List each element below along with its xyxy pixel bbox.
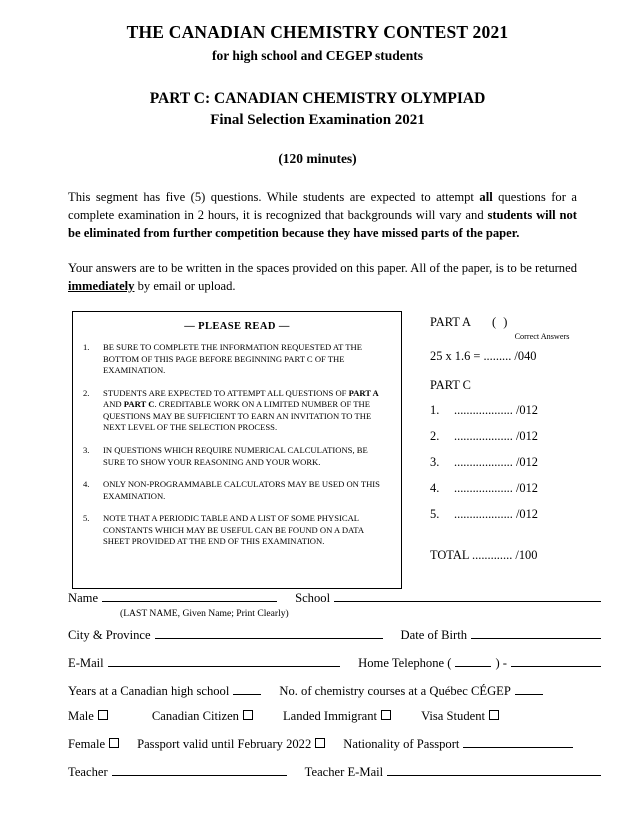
part-a-score-blank[interactable]: ( ) xyxy=(492,315,510,330)
name-caption: (LAST NAME, Given Name; Print Clearly) xyxy=(120,608,289,619)
visa-student-label: Visa Student xyxy=(421,709,486,723)
correct-answers-caption: Correct Answers xyxy=(514,332,570,342)
status-row-male xyxy=(0,709,635,724)
male-checkbox[interactable] xyxy=(98,710,108,720)
please-read-item-number: 1. xyxy=(83,342,90,353)
please-read-box xyxy=(72,311,402,589)
name-input[interactable] xyxy=(102,588,277,602)
question-number: 2. xyxy=(430,429,440,444)
title-block xyxy=(0,22,635,167)
exam-cover-page xyxy=(0,22,635,822)
please-read-item-number: 2. xyxy=(83,387,90,398)
teacher-label: Teacher xyxy=(68,765,108,779)
visa-student-checkbox[interactable] xyxy=(489,710,499,720)
date-of-birth-input[interactable] xyxy=(471,625,601,639)
intro-paragraph-1 xyxy=(68,189,577,243)
question-score-row[interactable] xyxy=(430,403,620,418)
teacher-row xyxy=(0,762,635,780)
date-of-birth-label: Date of Birth xyxy=(400,628,467,642)
teacher-email-input[interactable] xyxy=(387,762,601,776)
years-high-school-label: Years at a Canadian high school xyxy=(68,684,230,698)
question-number: 5. xyxy=(430,507,440,522)
phone-number-input[interactable] xyxy=(511,653,601,667)
part-title: PART C: CANADIAN CHEMISTRY OLYMPIAD xyxy=(149,90,486,107)
question-score-blank[interactable]: ................... /012 xyxy=(454,481,538,496)
please-read-item-text: STUDENTS ARE EXPECTED TO ATTEMPT ALL QUESTIONS OF PART A AND PART C. CREDITABLE WORK ON A LIMITED NUMBER OF THE QUESTIONS MAY BE SUFFICIENT TO EARN AN INVITATION TO THE NEXT LEVEL OF THE SELECTION PROCESS. xyxy=(103,387,379,433)
status-row-female xyxy=(0,734,635,752)
please-read-item-text: ONLY NON-PROGRAMMABLE CALCULATORS MAY BE USED ON THIS EXAMINATION. xyxy=(103,479,380,501)
question-number: 1. xyxy=(430,403,440,418)
nationality-input[interactable] xyxy=(463,734,573,748)
intro-paragraph-2 xyxy=(68,260,577,296)
part-c-label: PART C xyxy=(430,378,471,393)
intro-p1-c: questions for a complete examination in 2 hours, it is recognized that backgrounds will vary and xyxy=(68,190,577,222)
part-a-row xyxy=(430,315,620,330)
home-telephone-label: Home Telephone ( xyxy=(358,656,452,670)
phone-area-code-input[interactable] xyxy=(455,653,491,667)
part-a-label: PART A xyxy=(430,315,471,330)
please-read-title: — PLEASE READ — xyxy=(184,321,290,333)
canadian-citizen-label: Canadian Citizen xyxy=(151,709,239,723)
please-read-item xyxy=(83,513,391,548)
please-read-item xyxy=(83,479,391,502)
please-read-item xyxy=(83,445,391,468)
nationality-label: Nationality of Passport xyxy=(343,737,460,751)
please-read-list xyxy=(83,342,391,547)
middle-area xyxy=(0,311,635,593)
question-score-row[interactable] xyxy=(430,481,620,496)
school-label: School xyxy=(295,591,331,605)
email-phone-row xyxy=(0,653,635,671)
question-number: 3. xyxy=(430,455,440,470)
landed-immigrant-label: Landed Immigrant xyxy=(282,709,378,723)
email-label: E-Mail xyxy=(68,656,104,670)
city-dob-row xyxy=(0,625,635,643)
name-school-row xyxy=(0,588,635,606)
please-read-item-text: IN QUESTIONS WHICH REQUIRE NUMERICAL CALCULATIONS, BE SURE TO SHOW YOUR REASONING AND YOUR WORK. xyxy=(103,444,368,467)
contest-subtitle: for high school and CEGEP students xyxy=(212,48,423,63)
city-province-label: City & Province xyxy=(68,628,151,642)
female-checkbox[interactable] xyxy=(109,738,119,748)
total-score-row[interactable]: TOTAL ............. /100 xyxy=(430,548,538,563)
male-label: Male xyxy=(68,709,94,723)
intro-p2-c: by email or upload. xyxy=(134,278,236,293)
phone-separator: ) - xyxy=(495,656,507,670)
years-courses-row xyxy=(0,681,635,699)
please-read-item-number: 3. xyxy=(83,444,90,455)
question-score-blank[interactable]: ................... /012 xyxy=(454,429,538,444)
question-score-row[interactable] xyxy=(430,429,620,444)
email-input[interactable] xyxy=(108,653,340,667)
please-read-item-text: NOTE THAT A PERIODIC TABLE AND A LIST OF SOME PHYSICAL CONSTANTS WHICH MAY BE USEFUL CAN BE FOUND ON A DATA SHEET PROVIDED AT THE END OF THIS EXAMINATION. xyxy=(103,513,364,547)
please-read-item xyxy=(83,342,391,377)
canadian-citizen-checkbox[interactable] xyxy=(243,710,253,720)
passport-valid-label: Passport valid until February 2022 xyxy=(137,737,312,751)
question-score-row[interactable] xyxy=(430,455,620,470)
city-province-input[interactable] xyxy=(155,625,383,639)
intro-p2-a: Your answers are to be written in the spaces provided on this paper. All of the paper, is to be returned xyxy=(68,260,577,275)
question-number: 4. xyxy=(430,481,440,496)
school-input[interactable] xyxy=(334,588,601,602)
please-read-item-number: 5. xyxy=(83,513,90,524)
part-a-calculation[interactable]: 25 x 1.6 = ......... /040 xyxy=(430,349,537,364)
please-read-item xyxy=(83,388,391,434)
intro-p1-bold-tail: students will not be eliminated from further competition because they have missed parts of the paper. xyxy=(68,207,577,240)
years-high-school-input[interactable] xyxy=(233,681,261,695)
teacher-input[interactable] xyxy=(112,762,287,776)
question-score-blank[interactable]: ................... /012 xyxy=(454,403,538,418)
cegep-courses-input[interactable] xyxy=(515,681,543,695)
question-score-blank[interactable]: ................... /012 xyxy=(454,507,538,522)
please-read-item-text: BE SURE TO COMPLETE THE INFORMATION REQUESTED AT THE BOTTOM OF THIS PAGE BEFORE BEGINNING PART C OF THE EXAMINATION. xyxy=(103,342,362,376)
intro-p1-a: This segment has five (5) questions. While students are expected to attempt xyxy=(68,190,480,204)
exam-title: Final Selection Examination 2021 xyxy=(210,112,425,128)
name-label: Name xyxy=(68,591,99,605)
female-label: Female xyxy=(68,737,106,751)
student-info-form xyxy=(0,588,635,784)
question-score-row[interactable] xyxy=(430,507,620,522)
part-c-question-scores xyxy=(430,403,620,522)
teacher-email-label: Teacher E-Mail xyxy=(304,765,384,779)
intro-p1-bold-all: all xyxy=(479,190,493,204)
cegep-courses-label: No. of chemistry courses at a Québec CÉGEP xyxy=(279,684,511,698)
passport-valid-checkbox[interactable] xyxy=(315,738,325,748)
duration-label: (120 minutes) xyxy=(278,151,357,166)
score-summary xyxy=(430,315,620,563)
landed-immigrant-checkbox[interactable] xyxy=(381,710,391,720)
please-read-item-number: 4. xyxy=(83,479,90,490)
question-score-blank[interactable]: ................... /012 xyxy=(454,455,538,470)
intro-p2-immediately: immediately xyxy=(68,278,135,293)
contest-title: THE CANADIAN CHEMISTRY CONTEST 2021 xyxy=(126,22,509,42)
